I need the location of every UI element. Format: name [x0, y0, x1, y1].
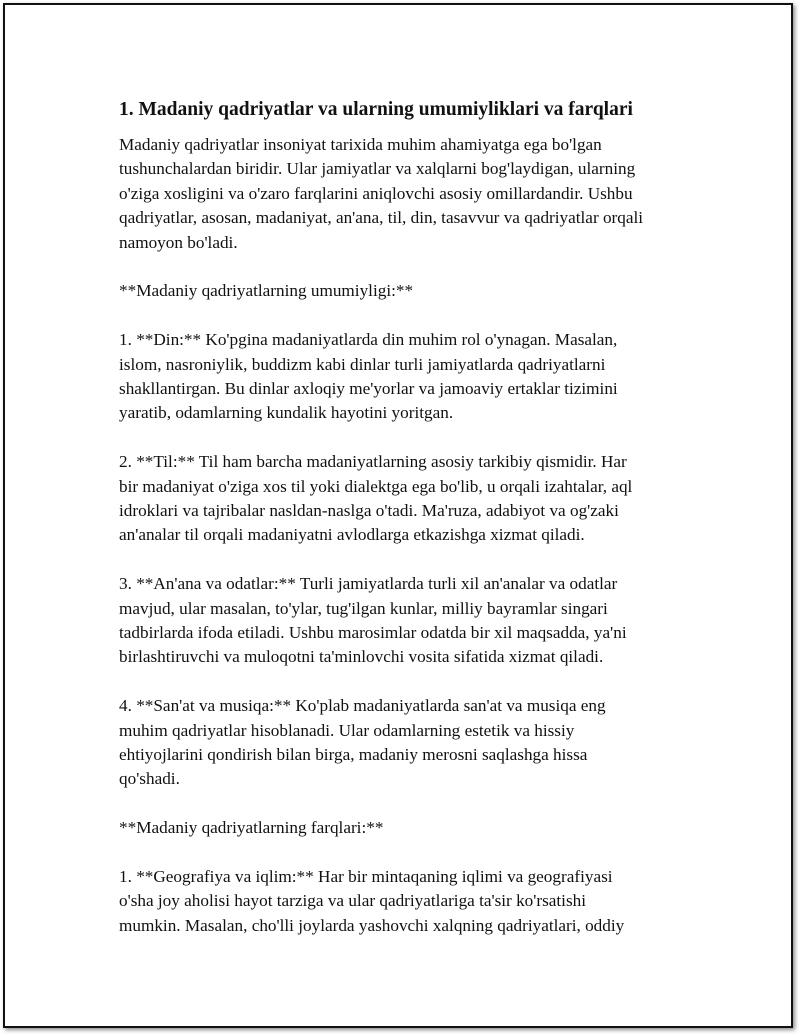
document-title: 1. Madaniy qadriyatlar va ularning umumiyliklari va farqlari [119, 99, 633, 120]
text-line: namoyon bo'ladi. [119, 232, 238, 252]
paragraph [119, 816, 699, 840]
text-line: ehtiyojlarini qondirish bilan birga, madaniy merosni saqlashga hissa [119, 745, 588, 765]
paragraph [119, 572, 699, 670]
text-line: 4. **San'at va musiqa:** Ko'plab madaniyatlarda san'at va musiqa eng [119, 696, 606, 716]
text-line: o'ziga xosligini va o'zaro farqlarini aniqlovchi asosiy omillardandir. Ushbu [119, 183, 633, 203]
text-line: yaratib, odamlarning kundalik hayotini yoritgan. [119, 403, 454, 423]
text-line: mavjud, ular masalan, to'ylar, tug'ilgan kunlar, milliy bayramlar singari [119, 598, 608, 618]
paragraph [119, 279, 699, 303]
paragraph [119, 450, 699, 548]
text-line: o'sha joy aholisi hayot tarziga va ular qadriyatlariga ta'sir ko'rsatishi [119, 891, 587, 911]
document-page [3, 3, 793, 1028]
paragraph [119, 133, 699, 255]
paragraph-list [119, 133, 699, 938]
text-line: shakllantirgan. Bu dinlar axloqiy me'yorlar va jamoaviy ertaklar tizimini [119, 379, 618, 399]
text-line: idroklari va tajribalar nasldan-naslga o'tadi. Ma'ruza, adabiyot va og'zaki [119, 501, 619, 521]
text-line: 3. **An'ana va odatlar:** Turli jamiyatlarda turli xil an'analar va odatlar [119, 574, 618, 594]
text-line: birlashtiruvchi va muloqotni ta'minlovchi vosita sifatida xizmat qiladi. [119, 647, 604, 667]
text-line: 1. **Din:** Ko'pgina madaniyatlarda din muhim rol o'ynagan. Masalan, [119, 330, 618, 350]
text-line: mumkin. Masalan, cho'lli joylarda yashovchi xalqning qadriyatlari, oddiy [119, 915, 625, 935]
paragraph [119, 694, 699, 792]
text-line: bir madaniyat o'ziga xos til yoki dialektga ega bo'lib, u orqali izahtalar, aql [119, 476, 633, 496]
text-line: islom, nasroniylik, buddizm kabi dinlar turli jamiyatlarda qadriyatlarni [119, 354, 606, 374]
text-line: muhim qadriyatlar hisoblanadi. Ular odamlarning estetik va hissiy [119, 720, 575, 740]
text-line: Madaniy qadriyatlar insoniyat tarixida muhim ahamiyatga ega bo'lgan [119, 135, 602, 154]
text-line: qo'shadi. [119, 769, 180, 789]
text-line: tadbirlarda ifoda etiladi. Ushbu marosimlar odatda bir xil maqsadda, ya'ni [119, 623, 627, 643]
text-line: qadriyatlar, asosan, madaniyat, an'ana, til, din, tasavvur va qadriyatlar orqali [119, 208, 644, 228]
text-line: 2. **Til:** Til ham barcha madaniyatlarning asosiy tarkibiy qismidir. Har [119, 452, 627, 472]
paragraph [119, 328, 699, 426]
document-body [119, 97, 699, 963]
text-line: **Madaniy qadriyatlarning umumiyligi:** [119, 281, 414, 301]
paragraph [119, 865, 699, 938]
text-line: an'analar til orqali madaniyatni avlodlarga etkazishga xizmat qiladi. [119, 525, 585, 545]
text-line: 1. **Geografiya va iqlim:** Har bir mintaqaning iqlimi va geografiyasi [119, 867, 613, 887]
text-line: tushunchalardan biridir. Ular jamiyatlar va xalqlarni bog'laydigan, ularning [119, 159, 636, 179]
text-line: **Madaniy qadriyatlarning farqlari:** [119, 818, 384, 838]
